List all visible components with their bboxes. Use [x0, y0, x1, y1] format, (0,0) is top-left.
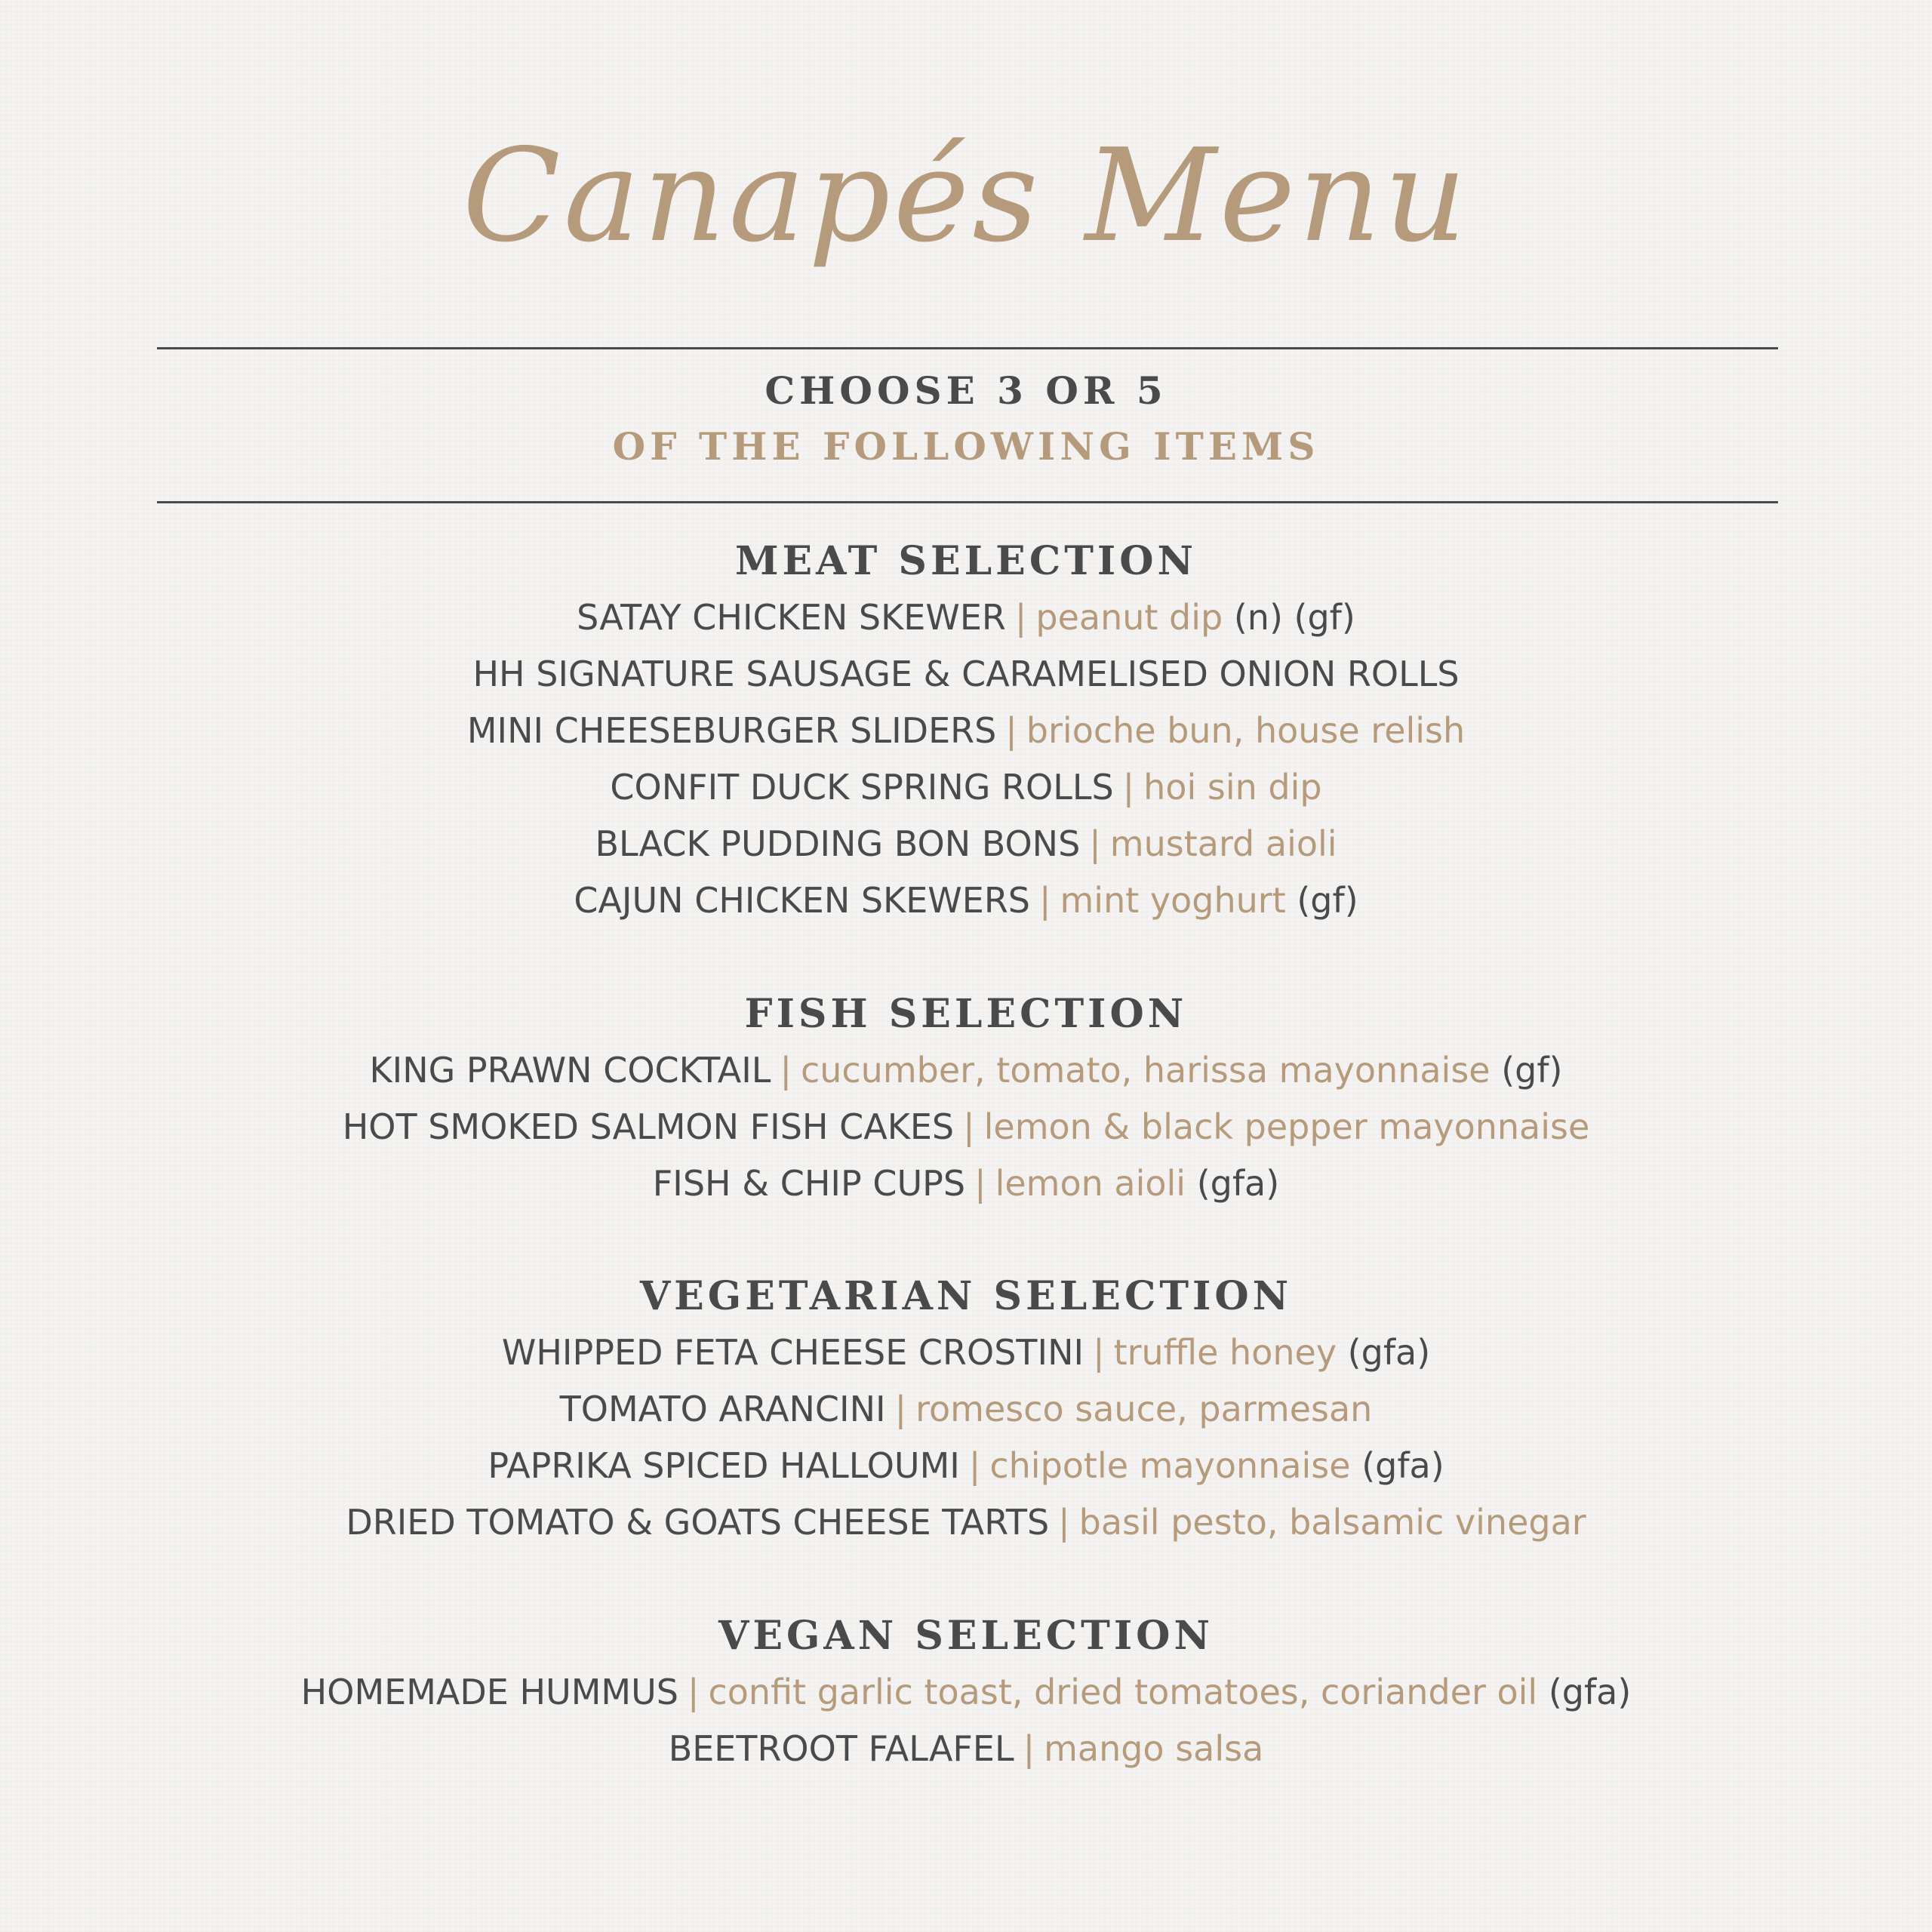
- item-name: DRIED TOMATO & GOATS CHEESE TARTS: [346, 1502, 1050, 1543]
- menu-item: [0, 703, 1932, 759]
- item-name: HOMEMADE HUMMUS: [300, 1672, 678, 1712]
- section-heading: VEGAN SELECTION: [718, 1613, 1214, 1659]
- separator: |: [780, 1050, 792, 1091]
- meat-section: [0, 533, 1932, 929]
- menu-item: [0, 646, 1932, 703]
- separator: |: [1093, 1332, 1105, 1373]
- separator: |: [968, 1445, 981, 1486]
- item-description: cucumber, tomato, harissa mayonnaise: [800, 1050, 1491, 1091]
- item-name: KING PRAWN COCKTAIL: [369, 1050, 771, 1091]
- menu-item: [0, 1381, 1932, 1438]
- menu-item: [0, 816, 1932, 872]
- item-name: BLACK PUDDING BON BONS: [595, 823, 1081, 864]
- item-description: brioche bun, house relish: [1026, 710, 1466, 751]
- menu-item: [0, 1155, 1932, 1212]
- item-name: HH SIGNATURE SAUSAGE & CARAMELISED ONION ROLLS: [472, 654, 1460, 694]
- item-description: romesco sauce, parmesan: [915, 1389, 1373, 1429]
- item-description: peanut dip: [1035, 597, 1223, 638]
- intro-line-1: CHOOSE 3 OR 5: [764, 368, 1168, 413]
- item-name: TOMATO ARANCINI: [559, 1389, 886, 1429]
- separator: |: [1014, 597, 1027, 638]
- dietary-tags: (n) (gf): [1233, 597, 1355, 638]
- item-description: confit garlic toast, dried tomatoes, coriander oil: [708, 1672, 1538, 1712]
- section-heading: MEAT SELECTION: [734, 538, 1198, 584]
- item-description: chipotle mayonnaise: [989, 1445, 1351, 1486]
- vegetarian-section: [0, 1268, 1932, 1551]
- menu-item: [0, 872, 1932, 929]
- item-description: mustard aioli: [1109, 823, 1337, 864]
- menu-item: [0, 1721, 1932, 1777]
- vegan-section: [0, 1607, 1932, 1777]
- menu-item: [0, 1494, 1932, 1551]
- item-description: truffle honey: [1113, 1332, 1337, 1373]
- top-divider: [157, 347, 1778, 349]
- menu-item: [0, 1042, 1932, 1099]
- separator: |: [894, 1389, 907, 1429]
- separator: |: [974, 1163, 986, 1204]
- item-name: HOT SMOKED SALMON FISH CAKES: [342, 1106, 955, 1147]
- separator: |: [1023, 1728, 1035, 1769]
- item-name: WHIPPED FETA CHEESE CROSTINI: [501, 1332, 1084, 1373]
- section-heading: FISH SELECTION: [744, 991, 1188, 1037]
- item-name: CONFIT DUCK SPRING ROLLS: [610, 767, 1114, 808]
- dietary-tags: (gfa): [1548, 1672, 1632, 1712]
- menu-item: [0, 1438, 1932, 1494]
- bottom-divider: [157, 501, 1778, 503]
- fish-section: [0, 986, 1932, 1212]
- separator: |: [1122, 767, 1135, 808]
- dietary-tags: (gfa): [1361, 1445, 1444, 1486]
- dietary-tags: (gf): [1501, 1050, 1563, 1091]
- item-name: CAJUN CHICKEN SKEWERS: [574, 880, 1030, 921]
- menu-item: [0, 1324, 1932, 1381]
- item-description: hoi sin dip: [1143, 767, 1322, 808]
- separator: |: [688, 1672, 700, 1712]
- item-description: lemon aioli: [995, 1163, 1186, 1204]
- item-name: FISH & CHIP CUPS: [652, 1163, 966, 1204]
- item-description: basil pesto, balsamic vinegar: [1078, 1502, 1586, 1543]
- menu-item: [0, 1664, 1932, 1721]
- item-description: lemon & black pepper mayonnaise: [983, 1106, 1590, 1147]
- separator: |: [1058, 1502, 1070, 1543]
- menu-title: Canapés Menu: [462, 122, 1470, 271]
- item-description: mint yoghurt: [1060, 880, 1286, 921]
- item-name: PAPRIKA SPICED HALLOUMI: [488, 1445, 960, 1486]
- menu-item: [0, 759, 1932, 816]
- separator: |: [1089, 823, 1101, 864]
- separator: |: [963, 1106, 975, 1147]
- item-name: SATAY CHICKEN SKEWER: [577, 597, 1006, 638]
- separator: |: [1039, 880, 1051, 921]
- section-heading: VEGETARIAN SELECTION: [639, 1273, 1293, 1319]
- dietary-tags: (gfa): [1347, 1332, 1431, 1373]
- dietary-tags: (gf): [1297, 880, 1358, 921]
- item-name: MINI CHEESEBURGER SLIDERS: [466, 710, 997, 751]
- separator: |: [1005, 710, 1017, 751]
- dietary-tags: (gfa): [1196, 1163, 1280, 1204]
- item-description: mango salsa: [1044, 1728, 1264, 1769]
- item-name: BEETROOT FALAFEL: [668, 1728, 1014, 1769]
- menu-item: [0, 1099, 1932, 1155]
- menu-item: [0, 589, 1932, 646]
- intro-line-2: OF THE FOLLOWING ITEMS: [612, 424, 1320, 469]
